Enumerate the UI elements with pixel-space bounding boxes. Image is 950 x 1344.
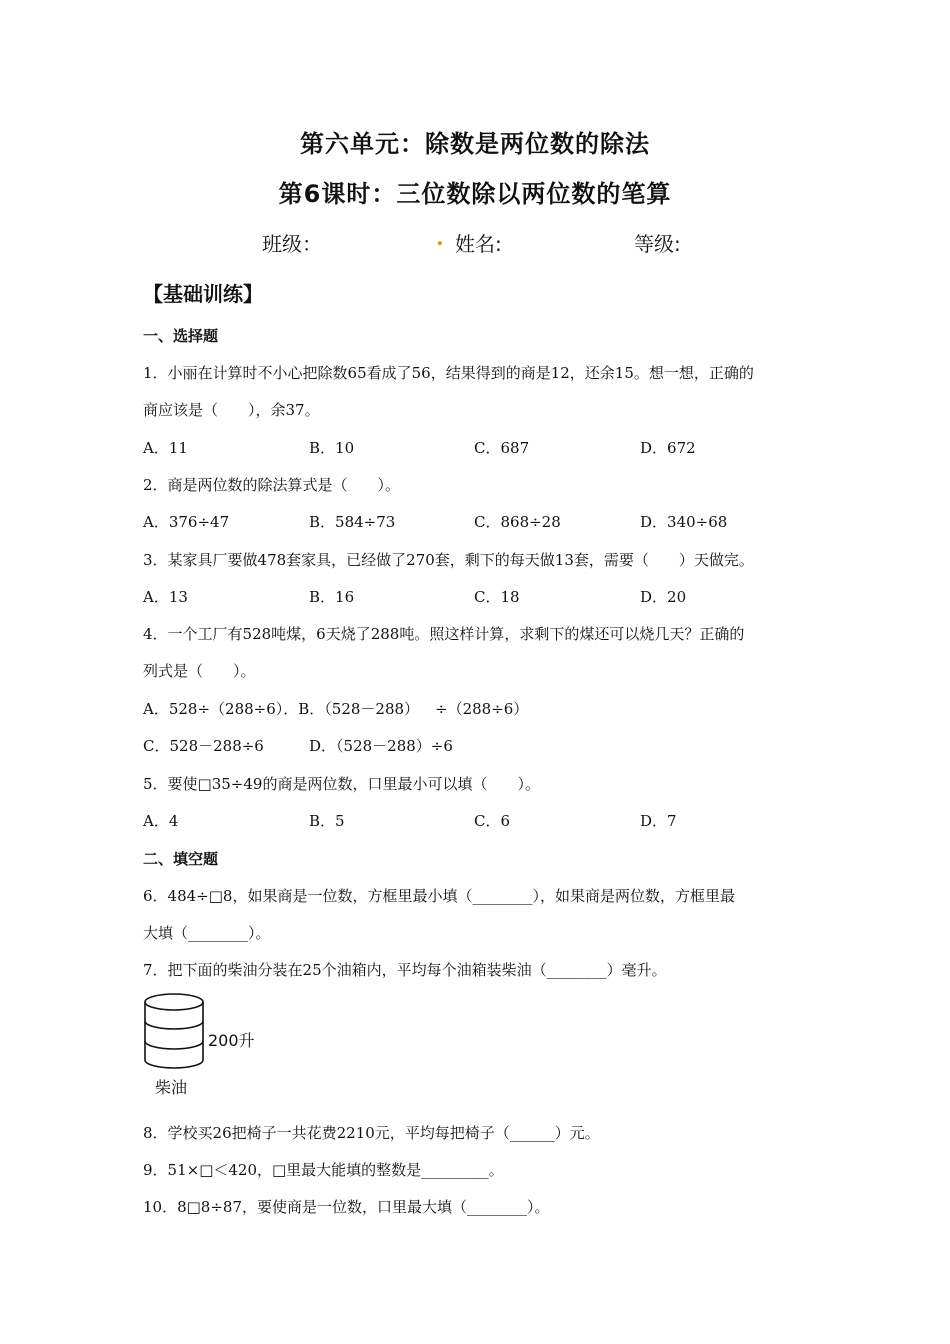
q1-option-a: A．11 [143, 439, 188, 457]
q2-option-b: B．584÷73 [309, 513, 396, 531]
page-title: 第六单元：除数是两位数的除法 [300, 130, 650, 158]
q2-option-a: A．376÷47 [143, 513, 230, 531]
q3-line1: 3．某家具厂要做478套家具，已经做了270套，剩下的每天做13套，需要（ ）天做完。 [143, 551, 754, 569]
barrel-name: 柴油 [155, 1078, 188, 1097]
q1-option-c: C．687 [474, 439, 530, 457]
q2-option-c: C．868÷28 [474, 513, 561, 531]
q3-option-d: D．20 [640, 588, 687, 606]
grade-label: 等级: [634, 232, 681, 256]
q2-option-d: D．340÷68 [640, 513, 728, 531]
q1-option-d: D．672 [640, 439, 696, 457]
oil-barrel-icon [140, 990, 210, 1072]
q6-line2: 大填（________）。 [143, 924, 271, 942]
class-label: 班级： [262, 232, 322, 256]
q3-option-c: C．18 [474, 588, 520, 606]
q4-option-c: C．528－288÷6 [143, 737, 264, 755]
q3-option-a: A．13 [143, 588, 188, 606]
separator-dot: . [436, 225, 444, 251]
q9-line1: 9．51×□＜420，□里最大能填的整数是_________。 [143, 1161, 504, 1179]
part2-heading: 二、填空题 [143, 850, 219, 868]
q4-option-a-b: A．528÷（288÷6）．B．（528－288） [143, 700, 420, 718]
q4-line2: 列式是（ ）。 [143, 662, 256, 680]
q5-option-c: C．6 [474, 812, 511, 830]
q4-line1: 4．一个工厂有528吨煤，6天烧了288吨。照这样计算，求剩下的煤还可以烧几天？正确的 [143, 625, 745, 643]
barrel-amount: 200升 [208, 1031, 255, 1050]
q10-line1: 10．8□8÷87，要使商是一位数，口里最大填（________）。 [143, 1198, 550, 1216]
q1-option-b: B．10 [309, 439, 355, 457]
q4-option-b-tail: ÷（288÷6） [435, 700, 529, 718]
q7-line1: 7．把下面的柴油分装在25个油箱内，平均每个油箱装柴油（________）毫升。 [143, 961, 667, 979]
q5-option-d: D．7 [640, 812, 677, 830]
section-heading: 【基础训练】 [143, 282, 263, 306]
q5-option-a: A．4 [143, 812, 179, 830]
q5-option-b: B．5 [309, 812, 345, 830]
name-label: 姓名: [455, 232, 502, 256]
q1-line2: 商应该是（ ），余37。 [143, 401, 320, 419]
q2-line1: 2．商是两位数的除法算式是（ ）。 [143, 476, 401, 494]
q4-option-d: D．（528－288）÷6 [309, 737, 453, 755]
q3-option-b: B．16 [309, 588, 355, 606]
q6-line1: 6．484÷□8，如果商是一位数，方框里最小填（________），如果商是两位数，方框里最 [143, 887, 735, 905]
lesson-title: 第6课时：三位数除以两位数的笔算 [278, 180, 672, 208]
q1-line1: 1．小丽在计算时不小心把除数65看成了56，结果得到的商是12，还余15。想一想，正确的 [143, 364, 754, 382]
q5-line1: 5．要使□35÷49的商是两位数，口里最小可以填（ ）。 [143, 775, 540, 793]
q8-line1: 8．学校买26把椅子一共花费2210元，平均每把椅子（______）元。 [143, 1124, 600, 1142]
part1-heading: 一、选择题 [143, 327, 219, 345]
